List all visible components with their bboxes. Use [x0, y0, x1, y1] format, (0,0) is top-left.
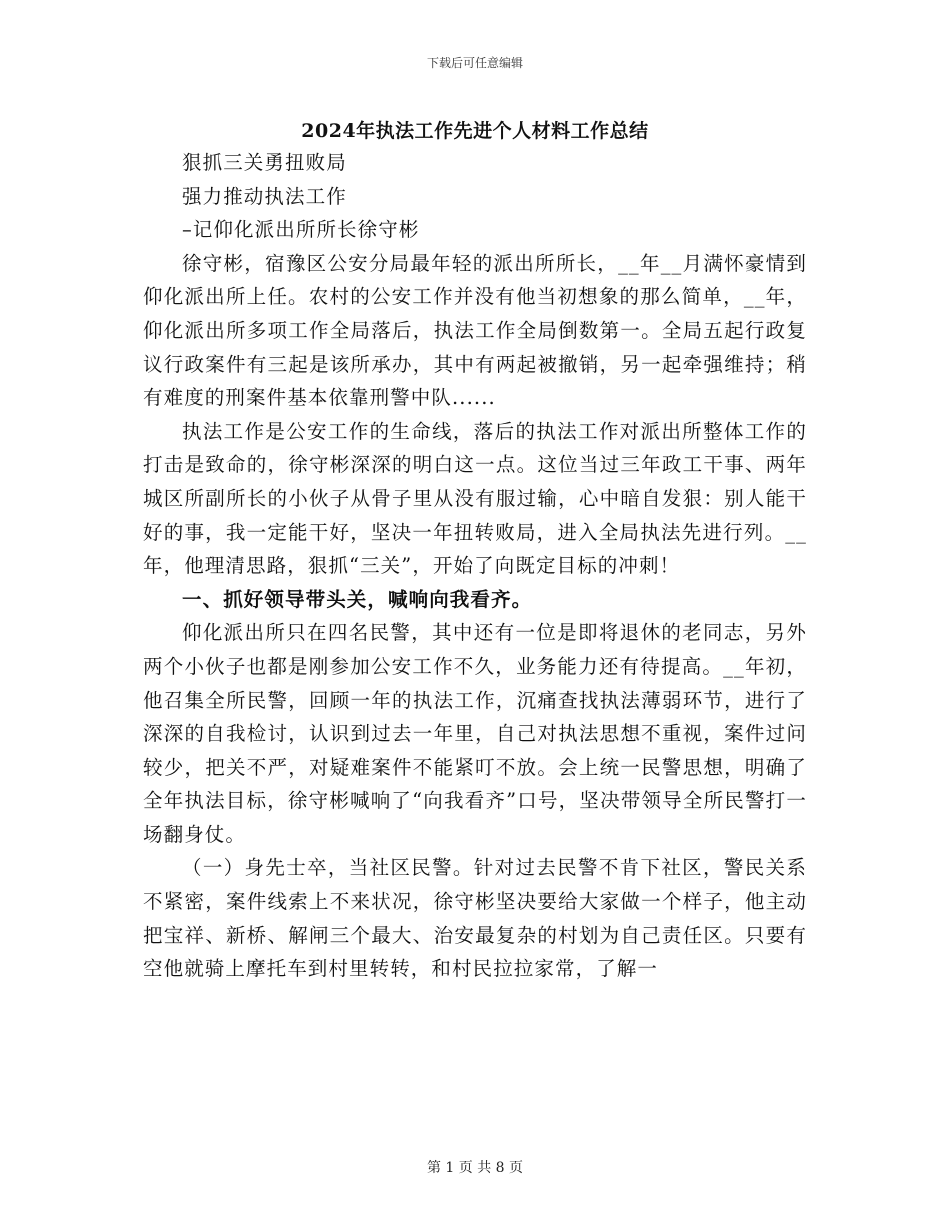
body-paragraph: 仰化派出所只在四名民警，其中还有一位是即将退休的老同志，另外两个小伙子也都是刚参加公安工作不久，业务能力还有待提高。__年初，他召集全所民警，回顾一年的执法工作，沉痛查找执法薄弱环节，进行了深深的自我检讨，认识到过去一年里，自己对执法思想不重视，案件过问较少，把关不严，对疑难案件不能紧叮不放。会上统一民警思想，明确了全年执法目标，徐守彬喊响了“向我看齐”口号，坚决带领导全所民警打一场翻身仗。	[143, 621, 807, 846]
document-title: 2024年执法工作先进个人材料工作总结	[301, 120, 649, 142]
page-number: 第 1 页 共 8 页	[426, 1160, 524, 1176]
subtitle-line: 强力推动执法工作	[182, 184, 347, 208]
document-body	[143, 146, 807, 986]
body-paragraph: 执法工作是公安工作的生命线，落后的执法工作对派出所整体工作的打击是致命的，徐守彬深深的明白这一点。这位当过三年政工干事、两年城区所副所长的小伙子从骨子里从没有服过输，心中暗自发狠：别人能干好的事，我一定能干好，坚决一年扭转败局，进入全局执法先进行列。__年，他理清思路，狠抓“三关”，开始了向既定目标的冲刺！	[143, 419, 807, 578]
body-paragraph: （一）身先士卒，当社区民警。针对过去民警不肯下社区，警民关系不紧密，案件线索上不来状况，徐守彬坚决要给大家做一个样子，他主动把宝祥、新桥、解闸三个最大、治安最复杂的村划为自己责任区。只要有空他就骑上摩托车到村里转转，和村民拉拉家常，了解一	[143, 856, 807, 981]
body-paragraph: 徐守彬，宿豫区公安分局最年轻的派出所所长，__年__月满怀豪情到仰化派出所上任。农村的公安工作并没有他当初想象的那么简单，__年，仰化派出所多项工作全局落后，执法工作全局倒数第一。全局五起行政复议行政案件有三起是该所承办，其中有两起被撤销，另一起牵强维持；稍有难度的刑案件基本依靠刑警中队......	[143, 251, 807, 410]
subtitle-line: –记仰化派出所所长徐守彬	[182, 218, 420, 242]
header-note: 下载后可任意编辑	[426, 56, 523, 70]
section-heading: 一、抓好领导带头关，喊响向我看齐。	[182, 587, 533, 611]
subtitle-line: 狠抓三关勇扭败局	[182, 151, 347, 174]
